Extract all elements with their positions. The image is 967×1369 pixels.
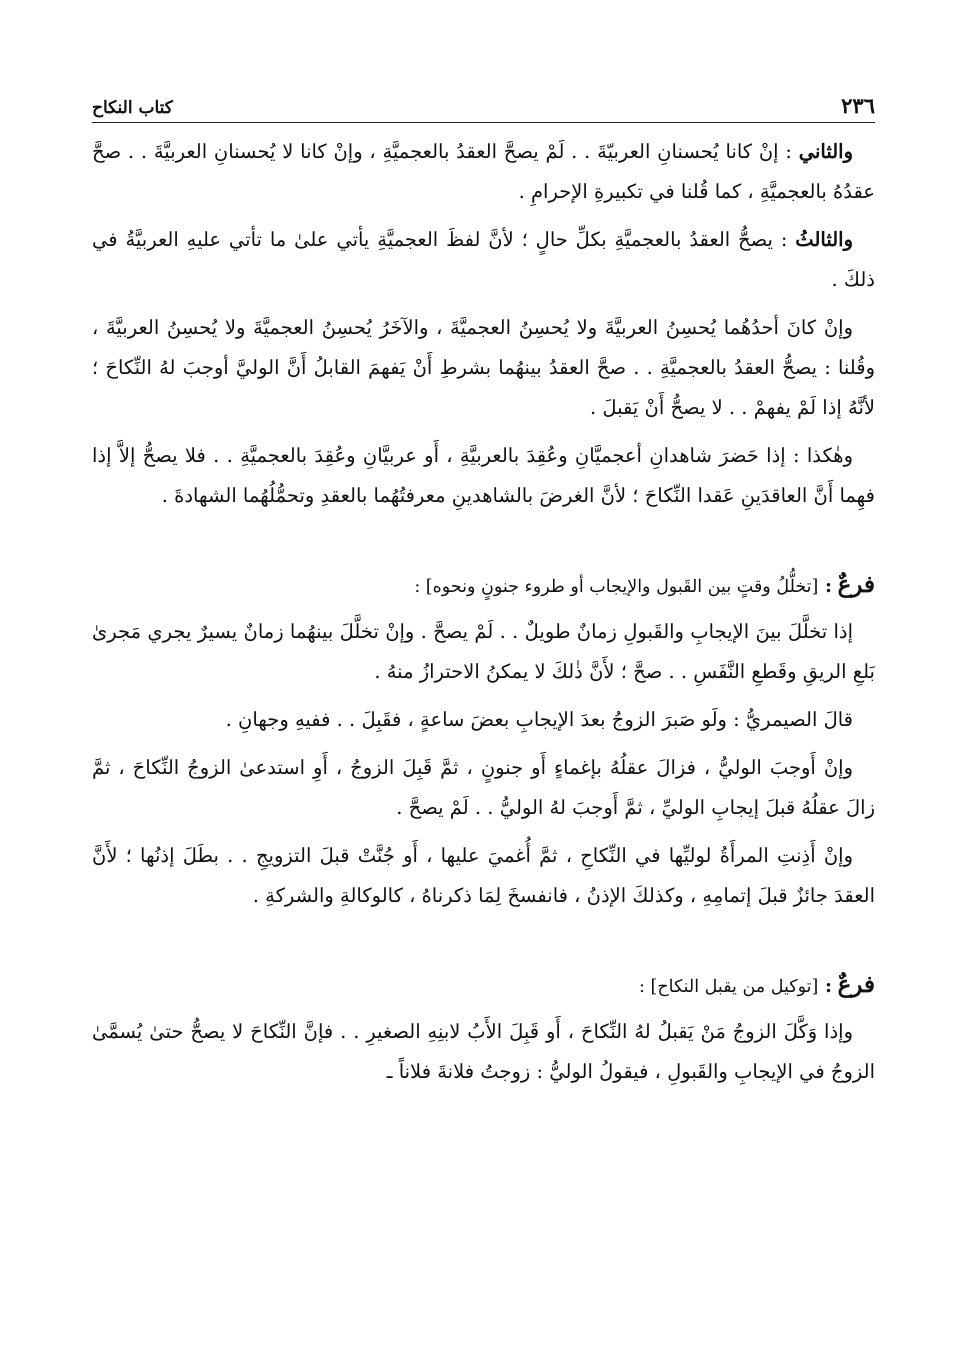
paragraph-lead-word: والثالثُ xyxy=(795,228,853,251)
paragraph-saymari: قالَ الصيمريُّ : ولَو صَبرَ الزوجُ بعدَ الإيجابِ بعضَ ساعةٍ ، فقَبِلَ . . ففيهِ وجهانِ . xyxy=(225,708,853,731)
section-label: فرعٌ xyxy=(837,971,875,998)
paragraph-interval: إذا تخلَّلَ بينَ الإيجابِ والقَبولِ زمانٌ طويلٌ . . لَمْ يصحَّ . وإنْ تخلَّلَ بينهُما زمانٌ يسيرٌ يجري مَجرىٰ بَلعِ الريقِ وقَطعِ النَّفَسِ . . صحَّ ؛ لأَنَّ ذٰلكَ لا يمكنُ الاحترازُ منهُ . xyxy=(92,620,875,683)
paragraph-proxy: وإذا وَكَّلَ الزوجُ مَنْ يَقبلُ لهُ النِّكاحَ ، أَو قَبِلَ الأَبُ لابنِهِ الصغيرِ . . فإنَّ النِّكاحَ لا يصحُّ حتىٰ يُسمَّىٰ الزوجُ في الإيجابِ والقَبولِ ، فيقولُ الوليُّ : زوجتُ فلانةَ فلاناً ـ xyxy=(92,1020,875,1083)
paragraph-text: : يصحُّ العقدُ بالعجميَّةِ بكلِّ حالٍ ؛ لأنَّ لفظَ العجميَّةِ يأتي علىٰ ما تأتي عليهِ العربيَّةُ في ذلكَ . xyxy=(92,228,875,291)
paragraph-woman-permission: وإنْ أَذِنتِ المرأَةُ لوليِّها في النِّكاحِ ، ثمَّ أُغميَ عليها ، أَو جُنَّتْ قبلَ التزويجِ . . بطَلَ إذنُها ؛ لأَنَّ العقدَ جائزٌ قبلَ إتمامِهِ ، وكذلكَ الإذنُ ، فانفسخَ لِمَا ذكرناهُ ، كالوكالةِ والشركةِ . xyxy=(92,844,875,907)
paragraph-mixed-languages: وإنْ كانَ أحدُهُما يُحسِنُ العربيَّةَ ولا يُحسِنُ العجميَّةَ ، والآخَرُ يُحسِنُ العجميَّةَ ولا يُحسِنُ العربيَّةَ ، وقُلنا : يصحُّ العقدُ بالعجميَّةِ . . صحَّ العقدُ بينهُما بشرطِ أَنْ يَفهمَ القابلُ أَنَّ الوليَّ أوجبَ لهُ النِّكاحَ ؛ لأنَّهُ إذا لَمْ يفهمْ . . لا يصحُّ أَنْ يَقبلَ . xyxy=(92,316,875,419)
section-title: [توكيل من يقبل النكاح] : xyxy=(639,977,819,997)
paragraph-third-view xyxy=(92,220,875,300)
section-heading: فرعٌ : [توكيل من يقبل النكاح] : xyxy=(639,971,875,998)
paragraph-text: : إنْ كانا يُحسنانِ العربيّةَ . . لَمْ يصحَّ العقدُ بالعجميَّةِ ، وإنْ كانا لا يُحسنانِ العربيَّةَ . . صحَّ عقدُهُ بالعجميَّةِ ، كما قُلنا في تكبيرةِ الإحرامِ . xyxy=(92,140,875,203)
header-rule xyxy=(92,122,875,123)
page-header xyxy=(92,82,875,118)
running-title: كتاب النكاح xyxy=(92,98,173,118)
paragraph-second-view xyxy=(92,132,875,212)
page-number: ٢٣٦ xyxy=(841,93,875,118)
section-heading: فرعٌ : [تخلُّلُ وقتٍ بين القَبول والإيجاب أو طروء جنونٍ ونحوه] : xyxy=(414,571,875,598)
paragraph-loss-of-reason: وإنْ أَوجبَ الوليُّ ، فزالَ عقلُهُ بإغماءٍ أَو جنونٍ ، ثمَّ قَبِلَ الزوجُ ، أَوِ استدعىٰ الزوجُ النِّكاحَ ، ثمَّ زالَ عقلُهُ قبلَ إيجابِ الوليِّ ، ثمَّ أَوجبَ لهُ الوليُّ . . لَمْ يصحَّ . xyxy=(92,756,875,819)
section-title: [تخلُّلُ وقتٍ بين القَبول والإيجاب أو طروء جنونٍ ونحوه] : xyxy=(414,577,819,597)
paragraph-witnesses: وهٰكذا : إذا حَضرَ شاهدانِ أعجميَّانِ وعُقِدَ بالعربيَّةِ ، أَو عربيَّانِ وعُقِدَ بالعجميَّةِ . . فلا يصحُّ إلاَّ إذا فهِما أَنَّ العاقدَينِ عَقدا النِّكاحَ ؛ لأنَّ الغرضَ بالشاهدينِ معرفتُهُما بالعقدِ وتحمُّلُهُما الشهادةَ . xyxy=(92,444,875,507)
paragraph-lead-word: والثاني xyxy=(798,140,853,163)
section-label: فرعٌ xyxy=(837,571,875,598)
page-body xyxy=(92,132,875,1100)
